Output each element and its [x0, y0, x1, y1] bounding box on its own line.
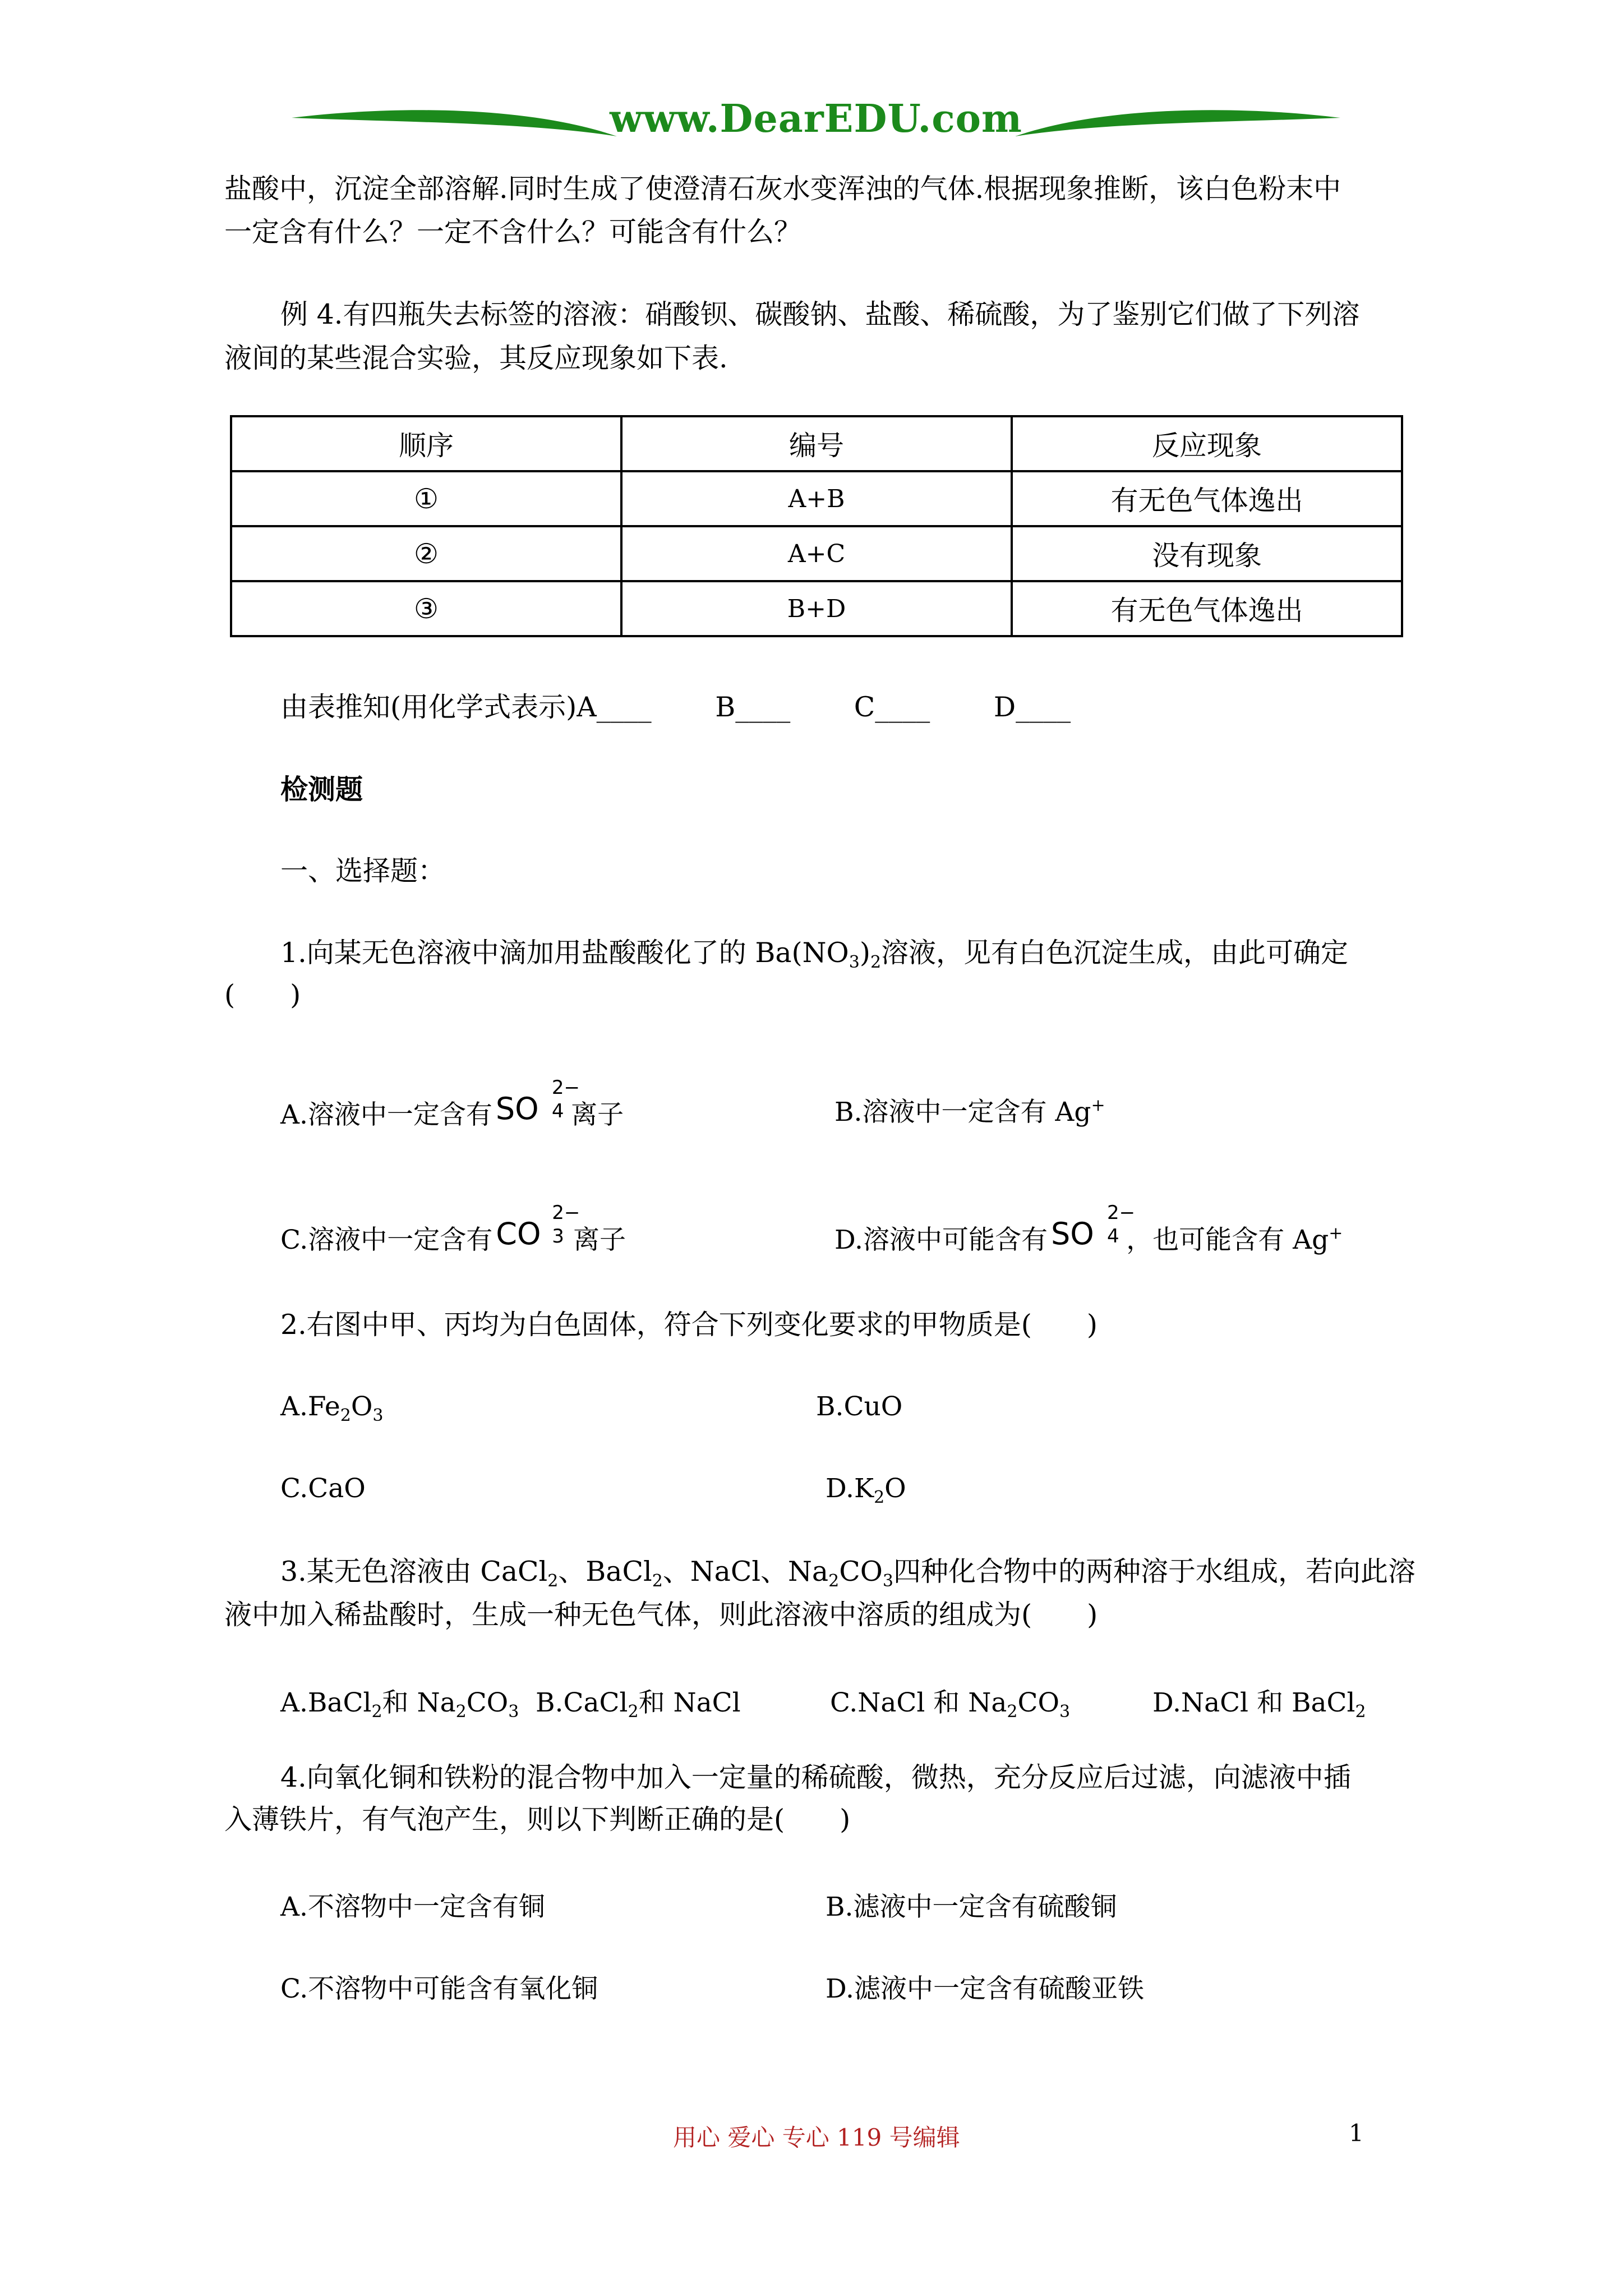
q3-option-d[interactable]: [1152, 1682, 1366, 1722]
sulfate-ion-image: [1050, 1202, 1136, 1251]
ion-number: 3: [552, 1225, 564, 1248]
table-row: [231, 471, 1402, 526]
q3-option-b-text: 和 NaCl: [638, 1687, 741, 1718]
q3-stem-text: CO: [839, 1556, 883, 1588]
q3-option-d-text: D.NaCl 和 BaCl: [1152, 1687, 1355, 1718]
q4-option-b[interactable]: B.滤液中一定含有硫酸铜: [826, 1892, 1117, 1922]
ion-charge: 2−: [551, 1076, 580, 1099]
page-number: 1: [1349, 2119, 1364, 2147]
table-header-row: [231, 416, 1402, 471]
q1-option-d-text: D.溶液中可能含有: [834, 1225, 1048, 1255]
q1-stem-text: ): [859, 937, 870, 969]
ion-number: 4: [551, 1100, 564, 1122]
footer-text: 用心 爱心 专心 119 号编辑: [673, 2124, 960, 2151]
intro-line-1: 盐酸中，沉淀全部溶解.同时生成了使澄清石灰水变浑浊的气体.根据现象推断，该白色粉末中: [224, 173, 1341, 205]
q1-option-d-mid: ，也可能含有 Ag: [1126, 1225, 1329, 1255]
ion-base: CO: [496, 1216, 541, 1251]
q1-subscript: 2: [870, 953, 882, 972]
q2-option-b[interactable]: B.CuO: [816, 1391, 903, 1422]
table-cell: ②: [231, 526, 621, 581]
left-swoosh-decoration: [292, 105, 617, 145]
q1-stem-line-1: [280, 937, 1348, 973]
inference-d-blank: D____: [993, 691, 1071, 723]
subscript: 3: [1059, 1702, 1071, 1722]
q4-option-a[interactable]: A.不溶物中一定含有铜: [280, 1892, 545, 1922]
q3-option-a-text: 和 Na: [382, 1687, 456, 1718]
q3-stem-line-2: 液中加入稀盐酸时，生成一种无色气体，则此溶液中溶质的组成为( ): [224, 1599, 1098, 1631]
subscript: 2: [828, 1571, 840, 1591]
q1-stem-text: 溶液，见有白色沉淀生成，由此可确定: [881, 937, 1349, 969]
subscript: 3: [372, 1406, 384, 1425]
q3-option-a-text: A.BaCl: [280, 1687, 372, 1718]
q1-option-b[interactable]: [834, 1091, 1105, 1129]
q2-option-d-text: D.K: [826, 1473, 874, 1504]
subscript: 2: [874, 1488, 885, 1507]
q3-option-a[interactable]: [280, 1682, 519, 1722]
q3-stem-text: 3.某无色溶液由 CaCl: [280, 1556, 548, 1588]
q4-option-d[interactable]: D.滤液中一定含有硫酸亚铁: [826, 1973, 1144, 2004]
table-cell: A+B: [621, 471, 1012, 526]
table-row: [231, 526, 1402, 581]
q3-stem-text: 、BaCl: [558, 1556, 652, 1588]
table-cell: ①: [231, 471, 621, 526]
q3-option-b-text: B.CaCl: [536, 1687, 628, 1718]
q1-stem-text: 1.向某无色溶液中滴加用盐酸酸化了的 Ba(NO: [280, 937, 849, 969]
subsection-title: 一、选择题：: [280, 855, 446, 887]
q3-stem-text: 四种化合物中的两种溶于水组成，若向此溶: [893, 1556, 1415, 1588]
subscript: 2: [455, 1702, 467, 1722]
q1-option-d-superscript: +: [1329, 1223, 1343, 1243]
q3-option-c[interactable]: [830, 1682, 1070, 1722]
inference-b-blank: B____: [715, 691, 791, 723]
inference-c-blank: C____: [854, 691, 930, 723]
q4-stem-line-1: 4.向氧化铜和铁粉的混合物中加入一定量的稀硫酸，微热，充分反应后过滤，向滤液中插: [280, 1761, 1351, 1793]
q1-option-d[interactable]: [834, 1202, 1343, 1257]
intro-line-2: 一定含有什么？一定不含什么？可能含有什么？: [224, 216, 802, 248]
table-cell: 没有现象: [1012, 526, 1402, 581]
q1-option-c-text: C.溶液中一定含有: [280, 1225, 493, 1255]
subscript: 2: [628, 1702, 639, 1722]
q1-stem-line-2: ( ): [224, 979, 301, 1011]
q2-option-d-text: O: [884, 1473, 906, 1504]
table-cell: ③: [231, 581, 621, 636]
q2-stem: 2.右图中甲、丙均为白色固体，符合下列变化要求的甲物质是( ): [280, 1309, 1098, 1341]
q1-option-a[interactable]: [280, 1076, 624, 1131]
q3-option-c-text: C.NaCl 和 Na: [830, 1687, 1007, 1718]
q2-option-c[interactable]: C.CaO: [280, 1473, 366, 1504]
subscript: 2: [371, 1702, 382, 1722]
site-logo-text: www.DearEDU.com: [610, 96, 1022, 141]
inference-prefix: 由表推知(用化学式表示)A____: [280, 691, 652, 723]
ion-number: 4: [1106, 1225, 1119, 1248]
q1-option-c-suffix: 离子: [573, 1225, 626, 1255]
sulfate-ion-image: [495, 1076, 580, 1126]
ion-base: SO: [495, 1091, 539, 1126]
example4-line-1: 例 4.有四瓶失去标签的溶液：硝酸钡、碳酸钠、盐酸、稀硫酸，为了鉴别它们做了下列溶: [280, 298, 1360, 330]
inference-line: [280, 691, 1071, 724]
q4-stem-line-2: 入薄铁片，有气泡产生，则以下判断正确的是( ): [224, 1803, 851, 1835]
q2-option-a-text: O: [351, 1391, 373, 1422]
table-header-order: 顺序: [231, 416, 621, 471]
reaction-table: [230, 415, 1403, 637]
right-swoosh-decoration: [1015, 105, 1340, 145]
subscript: 2: [1007, 1702, 1018, 1722]
subscript: 2: [340, 1406, 351, 1425]
q1-option-a-text: A.溶液中一定含有: [280, 1099, 492, 1130]
q3-option-a-text: CO: [466, 1687, 509, 1718]
table-cell: B+D: [621, 581, 1012, 636]
q1-option-b-text: B.溶液中一定含有 Ag: [834, 1097, 1091, 1128]
subscript: 2: [547, 1571, 559, 1591]
q1-option-b-superscript: +: [1091, 1096, 1105, 1115]
q1-option-a-suffix: 离子: [571, 1099, 624, 1130]
table-row: [231, 581, 1402, 636]
q4-option-c[interactable]: C.不溶物中可能含有氧化铜: [280, 1973, 598, 2004]
table-header-phenomenon: 反应现象: [1012, 416, 1402, 471]
table-header-label: 编号: [621, 416, 1012, 471]
ion-charge: 2−: [1106, 1202, 1136, 1224]
q1-option-c[interactable]: [280, 1202, 626, 1257]
site-banner: [292, 95, 1340, 157]
table-cell: 有无色气体逸出: [1012, 581, 1402, 636]
q2-option-a-text: A.Fe: [280, 1391, 340, 1422]
subscript: 2: [1355, 1702, 1366, 1722]
q3-stem-text: 、NaCl、Na: [662, 1556, 829, 1588]
example4-line-2: 液间的某些混合实验，其反应现象如下表.: [224, 342, 728, 374]
q1-subscript: 3: [849, 953, 860, 972]
subscript: 3: [508, 1702, 519, 1722]
q3-option-c-text: CO: [1017, 1687, 1059, 1718]
table-cell: 有无色气体逸出: [1012, 471, 1402, 526]
q3-stem-line-1: [280, 1556, 1415, 1591]
subscript: 3: [882, 1571, 893, 1591]
q3-option-b[interactable]: [536, 1682, 741, 1722]
ion-base: SO: [1050, 1216, 1094, 1251]
q2-option-d[interactable]: [826, 1473, 906, 1507]
carbonate-ion-image: [496, 1202, 580, 1251]
q2-option-a[interactable]: [280, 1391, 383, 1425]
table-cell: A+C: [621, 526, 1012, 581]
section-title: 检测题: [280, 773, 363, 806]
ion-charge: 2−: [552, 1202, 580, 1224]
subscript: 2: [652, 1571, 663, 1591]
